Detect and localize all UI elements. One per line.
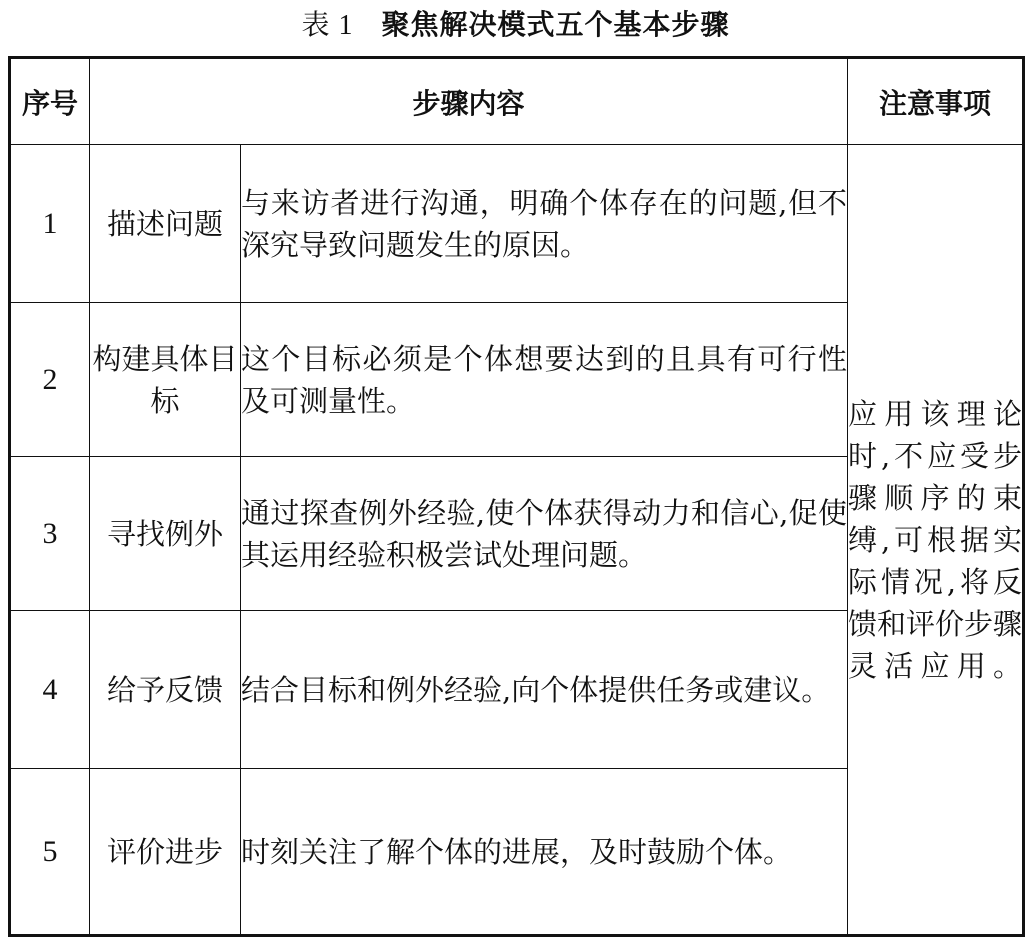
table-title: 聚焦解决模式五个基本步骤 [381,8,730,41]
step-description: 结合目标和例外经验,向个体提供任务或建议。 [241,611,848,769]
step-name: 给予反馈 [90,611,241,769]
step-name: 寻找例外 [90,457,241,611]
header-content: 步骤内容 [90,58,848,145]
step-description: 时刻关注了解个体的进展，及时鼓励个体。 [241,769,848,936]
header-index: 序号 [10,58,90,145]
steps-table [8,56,1025,937]
step-name: 构建具体目标 [90,303,241,457]
table-caption [0,4,1031,46]
notes-cell: 应用该理论时,不应受步骤顺序的束缚,可根据实际情况,将反馈和评价步骤灵活应用。 [848,145,1024,936]
step-index: 3 [10,457,90,611]
step-name: 评价进步 [90,769,241,936]
table-row [10,145,1024,303]
step-name: 描述问题 [90,145,241,303]
table-number: 表 1 [301,10,354,41]
step-index: 2 [10,303,90,457]
step-index: 1 [10,145,90,303]
step-index: 4 [10,611,90,769]
step-description: 通过探查例外经验,使个体获得动力和信心,促使其运用经验积极尝试处理问题。 [241,457,848,611]
step-index: 5 [10,769,90,936]
table-header-row [10,58,1024,145]
step-description: 这个目标必须是个体想要达到的且具有可行性及可测量性。 [241,303,848,457]
step-description: 与来访者进行沟通，明确个体存在的问题,但不深究导致问题发生的原因。 [241,145,848,303]
header-notes: 注意事项 [848,58,1024,145]
